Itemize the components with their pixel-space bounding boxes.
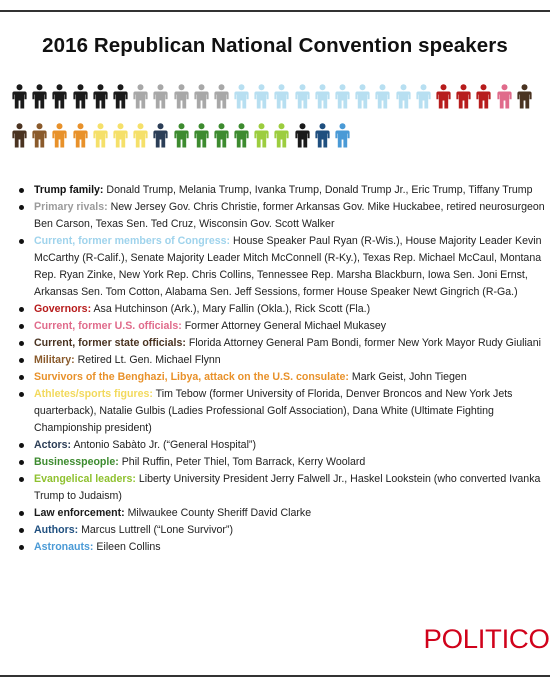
category-label: Astronauts: <box>34 541 94 553</box>
category-label: Law enforcement: <box>34 507 125 519</box>
top-rule <box>0 10 550 12</box>
person-icon <box>73 84 88 109</box>
person-icon <box>133 84 148 109</box>
person-icon <box>254 123 269 148</box>
person-icon <box>32 84 47 109</box>
category-item <box>17 522 550 539</box>
category-item <box>17 199 550 233</box>
category-item <box>17 386 550 437</box>
category-item <box>17 505 550 522</box>
person-icon <box>93 123 108 148</box>
person-icon <box>335 84 350 109</box>
person-icon <box>274 123 289 148</box>
person-icon <box>436 84 451 109</box>
category-label: Businesspeople: <box>34 456 119 468</box>
category-label: Authors: <box>34 524 79 536</box>
person-icon <box>194 84 209 109</box>
person-icon <box>12 84 27 109</box>
person-icon <box>396 84 411 109</box>
category-item <box>17 301 550 318</box>
person-icon <box>476 84 491 109</box>
category-label: Current, former state officials: <box>34 337 186 349</box>
category-label: Current, former U.S. officials: <box>34 320 182 332</box>
person-icon <box>153 123 168 148</box>
person-icon <box>32 123 47 148</box>
person-icon <box>315 84 330 109</box>
category-item <box>17 318 550 335</box>
page-title: 2016 Republican National Convention speakers <box>42 34 508 57</box>
person-icon <box>416 84 431 109</box>
category-label: Athletes/sports figures: <box>34 388 153 400</box>
person-icon <box>456 84 471 109</box>
person-icon <box>214 84 229 109</box>
person-icon <box>174 84 189 109</box>
category-item <box>17 369 550 386</box>
person-icon <box>113 123 128 148</box>
person-icon <box>133 123 148 148</box>
category-names: Former Attorney General Michael Mukasey <box>184 320 387 332</box>
person-icon <box>52 123 67 148</box>
person-icon <box>274 84 289 109</box>
category-names: Mark Geist, John Tiegen <box>351 371 467 383</box>
person-icon <box>234 123 249 148</box>
person-icon <box>295 84 310 109</box>
category-item <box>17 233 550 301</box>
icon-row-1 <box>12 84 542 112</box>
person-icon <box>355 84 370 109</box>
category-item <box>17 352 550 369</box>
category-label: Military: <box>34 354 75 366</box>
category-item <box>17 182 550 199</box>
category-label: Evangelical leaders: <box>34 473 136 485</box>
category-label: Current, former members of Congress: <box>34 235 231 247</box>
category-label: Primary rivals: <box>34 201 108 213</box>
speaker-icon-grid <box>12 84 542 162</box>
category-label: Actors: <box>34 439 72 451</box>
category-names: Marcus Luttrell (“Lone Survivor”) <box>81 524 233 536</box>
person-icon <box>73 123 88 148</box>
category-item <box>17 471 550 505</box>
speaker-category-list <box>17 182 550 556</box>
category-names: Phil Ruffin, Peter Thiel, Tom Barrack, Kerry Woolard <box>121 456 366 468</box>
category-label: Survivors of the Benghazi, Libya, attack on the U.S. consulate: <box>34 371 349 383</box>
person-icon <box>52 84 67 109</box>
category-names: Asa Hutchinson (Ark.), Mary Fallin (Okla.), Rick Scott (Fla.) <box>93 303 371 315</box>
category-label: Governors: <box>34 303 92 315</box>
person-icon <box>497 84 512 109</box>
person-icon <box>517 84 532 109</box>
person-icon <box>234 84 249 109</box>
category-names: New Jersey Gov. Chris Christie, former Arkansas Gov. Mike Huckabee, retired neurosurgeon Ben Carson, Texas Sen. Ted Cruz, Wisconsin Gov. Scott Walker <box>34 201 545 230</box>
category-names: House Speaker Paul Ryan (R-Wis.), House Majority Leader Kevin McCarthy (R-Calif.), Senate Majority Leader Mitch McConnell (R-Ky.), Texas Rep. Michael McCaul, Montana Rep. Ryan Zinke, New York Rep. Chris Collins, Tennessee Rep. Marsha Blackburn, Iowa Sen. Joni Ernst, Arkansas Sen. Tom Cotton, Alabama Sen. Jeff Sessions, former House Speaker Newt Gingrich (R-Ga.) <box>34 235 542 298</box>
person-icon <box>194 123 209 148</box>
person-icon <box>335 123 350 148</box>
bottom-rule <box>0 675 550 677</box>
category-names: Eileen Collins <box>96 541 161 553</box>
category-item <box>17 454 550 471</box>
category-names: Antonio Sabàto Jr. (“General Hospital”) <box>73 439 256 451</box>
category-names: Tim Tebow (former University of Florida, Denver Broncos and New York Jets quarterback), Natalie Gulbis (Ladies Professional Golf Association), Dana White (Ultimate Fighting Championship president) <box>34 388 513 434</box>
person-icon <box>174 123 189 148</box>
category-item <box>17 539 550 556</box>
person-icon <box>315 123 330 148</box>
category-names: Retired Lt. Gen. Michael Flynn <box>77 354 221 366</box>
category-names: Florida Attorney General Pam Bondi, former New York Mayor Rudy Giuliani <box>188 337 541 349</box>
person-icon <box>214 123 229 148</box>
person-icon <box>113 84 128 109</box>
person-icon <box>153 84 168 109</box>
person-icon <box>12 123 27 148</box>
category-names: Liberty University President Jerry Falwell Jr., Haskel Lookstein (who converted Ivanka Trump to Judaism) <box>34 473 541 502</box>
icon-row-2 <box>12 123 542 151</box>
politico-logo: POLITICO <box>423 624 550 654</box>
person-icon <box>375 84 390 109</box>
category-names: Donald Trump, Melania Trump, Ivanka Trump, Donald Trump Jr., Eric Trump, Tiffany Trump <box>106 184 533 196</box>
category-item <box>17 335 550 352</box>
person-icon <box>254 84 269 109</box>
person-icon <box>295 123 310 148</box>
person-icon <box>93 84 108 109</box>
category-names: Milwaukee County Sheriff David Clarke <box>127 507 312 519</box>
category-label: Trump family: <box>34 184 104 196</box>
category-item <box>17 437 550 454</box>
